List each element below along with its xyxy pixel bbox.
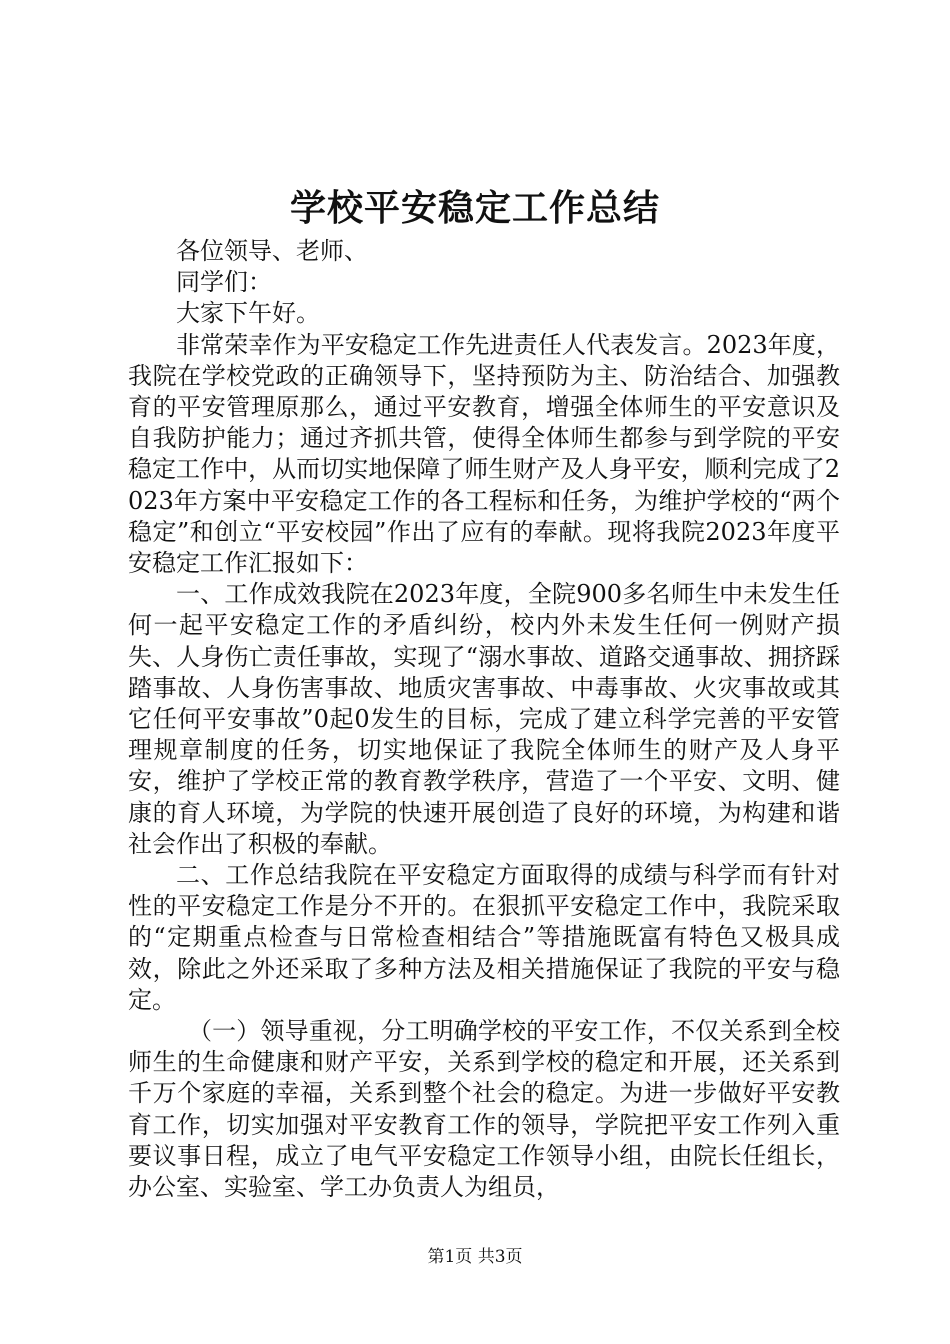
subsection-one-paragraph: （一）领导重视，分工明确学校的平安工作，不仅关系到全校师生的生命健康和财产平安，关系到学校的稳定和开展，还关系到千万个家庭的幸福，关系到整个社会的稳定。为进一步做好平安教育工作，切实加强对平安教育工作的领导，学院把平安工作列入重要议事日程，成立了电气平安稳定工作领导小组，由院长任组长，办公室、实验室、学工办负责人为组员， [128,1017,840,1202]
greeting-line: 大家下午好。 [176,299,320,328]
document-body [128,236,840,1203]
salutation-line-1: 各位领导、老师、 [176,237,368,265]
intro-paragraph: 非常荣幸作为平安稳定工作先进责任人代表发言。2023年度，我院在学校党政的正确领导下，坚持预防为主、防治结合、加强教育的平安管理原那么，通过平安教育，增强全体师生的平安意识及自我防护能力；通过齐抓共管，使得全体师生都参与到学院的平安稳定工作中，从而切实地保障了师生财产及人身平安，顺利完成了2023年方案中平安稳定工作的各工程标和任务，为维护学校的“两个稳定”和创立“平安校园”作出了应有的奉献。现将我院2023年度平安稳定工作汇报如下： [128,330,840,578]
salutation-line-2: 同学们： [176,268,272,297]
page-number-footer: 第1页 共3页 [427,1247,523,1267]
section-two-paragraph: 二、工作总结我院在平安稳定方面取得的成绩与科学而有针对性的平安稳定工作是分不开的。在狠抓平安稳定工作中，我院采取的“定期重点检查与日常检查相结合”等措施既富有特色又极具成效，除此之外还采取了多种方法及相关措施保证了我院的平安与稳定。 [128,861,840,1014]
section-one-paragraph: 一、工作成效我院在2023年度，全院900多名师生中未发生任何一起平安稳定工作的矛盾纠纷，校内外未发生任何一例财产损失、人身伤亡责任事故，实现了“溺水事故、道路交通事故、拥挤踩踏事故、人身伤害事故、地质灾害事故、中毒事故、火灾事故或其它任何平安事故”0起0发生的目标，完成了建立科学完善的平安管理规章制度的任务，切实地保证了我院全体师生的财产及人身平安，维护了学校正常的教育教学秩序，营造了一个平安、文明、健康的育人环境，为学院的快速开展创造了良好的环境，为构建和谐社会作出了积极的奉献。 [128,580,840,858]
document-title: 学校平安稳定工作总结 [289,187,660,229]
